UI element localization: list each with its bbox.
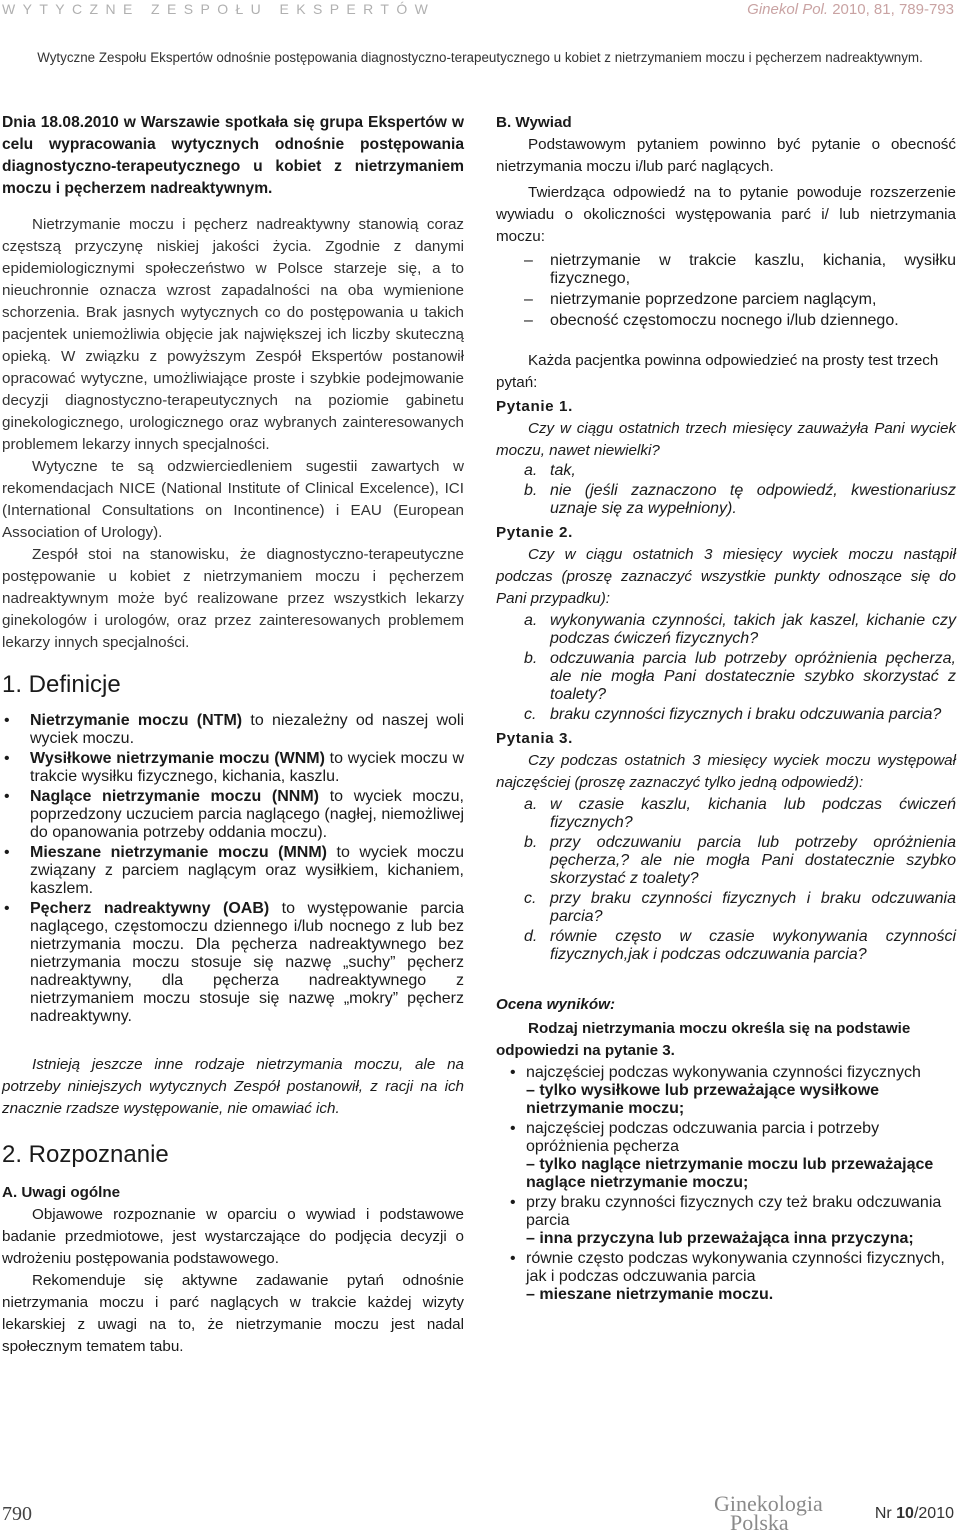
right-column [496,112,956,1304]
running-header-citation [747,1,954,18]
definition-text: to wyciek moczu w trakcie wysiłku fizycznego, kichania, kaszlu. [30,750,464,785]
definition-term: Mieszane nietrzymanie moczu (MNM) [30,844,328,861]
option-letter: d. [524,928,538,945]
option-text: braku czynności fizycznych i braku odczuwania parcia? [550,706,942,723]
answer-option [496,462,956,480]
definition-term: Nietrzymanie moczu (NTM) [30,712,243,729]
option-letter: a. [524,796,538,813]
italic-note: Istnieją jeszcze inne rodzaje nietrzymania moczu, ale na potrzeby niniejszych wytycznych Zespół postanowił, z racji na ich znacznie rzadsze występowanie, nie omawiać ich. [2,1056,464,1117]
answer-option [496,612,956,648]
definition-item [2,788,464,842]
article-subtitle: Wytyczne Zespołu Ekspertów odnośnie postępowania diagnostyczno-terapeutycznego u kobiet z nietrzymaniem moczu i pęcherzem nadreaktywnym. [37,50,923,65]
definition-item [2,900,464,1026]
answer-option [496,796,956,832]
result-condition: • równie często podczas wykonywania czynności fizycznych, jak i podczas odczuwania parcia [526,1250,945,1285]
answer-option [496,706,956,724]
issue-prefix: Nr [874,1505,897,1522]
definition-term: Pęcherz nadreaktywny (OAB) [30,900,270,917]
result-type: – tylko wysiłkowe lub przeważające wysiłkowe nietrzymanie moczu; [526,1082,880,1117]
option-letter: a. [524,612,538,629]
section-heading-diagnosis: 2. Rozpoznanie [2,1141,169,1168]
option-text: nie (jeśli zaznaczono tę odpowiedź, kwestionariusz uznaje się za wypełniony). [550,482,956,517]
answer-option [496,834,956,888]
history-paragraph-1: Podstawowym pytaniem powinno być pytanie o obecność nietrzymania moczu i/lub parć naglących. [496,136,956,175]
result-type: – inna przyczyna lub przeważająca inna przyczyna; [526,1230,914,1247]
intro-paragraph-1: Nietrzymanie moczu i pęcherz nadreaktywny stanowią coraz częstszą przyczynę niskiej jakości życia. Zgodnie z danymi epidemiologicznymi społeczeństwo w Polsce starzeje się, a to nieuchronnie oznacza wzrost zapadalności na oba wymienione schorzenia. Brak jasnych wytycznych co do postępowania u takich pacjentek uniemożliwia objęcie jak największej ich liczby skuteczną opieką. W związku z powyższym Zespół Ekspertów postanowił opracować wytyczne, umożliwiające proste i szybkie podejmowanie decyzji diagnostyczno-terapeutycznych na poziomie gabinetu ginekologicznego, urologicznego oraz wybranych zainteresowanych problemem lekarzy innych specjalności. [2,216,464,453]
answer-option [496,890,956,926]
option-text: równie często w czasie wykonywania czynności fizycznych,jak i podczas odczuwania parcia? [550,928,956,963]
definition-item [2,750,464,786]
definition-text: to wyciek moczu, poprzedzony uczuciem parcia naglącego (nagłej, niemożliwej do opanowania potrzeby oddania moczu). [30,788,465,841]
option-text: wykonywania czynności, takich jak kaszel, kichanie czy podczas ćwiczeń fizycznych? [550,612,956,647]
section-heading-definitions: 1. Definicje [2,671,121,698]
intro-paragraph-3: Zespół stoi na stanowisku, że diagnostyczno-terapeutyczne postępowanie u kobiet z nietrzymaniem moczu i pęcherzem nadreaktywnym może być realizowane przez wszystkich lekarzy ginekologów i urologów, oraz przez zainteresowanych problemem lekarzy innych specjalności. [2,546,464,651]
option-letter: c. [524,706,537,723]
circumstance-item: – obecność częstomoczu nocnego i/lub dziennego. [496,312,956,330]
result-condition: • najczęściej podczas wykonywania czynności fizycznych [526,1064,921,1081]
question-2-text: Czy w ciągu ostatnich 3 miesięcy wyciek moczu nastąpił podczas (proszę zaznaczyć wszystkie punkty odnoszące się do Pani przypadku): [496,546,956,607]
issue-number [875,1505,954,1523]
answer-option [496,482,956,518]
question-1-heading: Pytanie 1. [496,398,573,415]
option-letter: b. [524,834,538,851]
left-column [2,112,464,1358]
question-3-heading: Pytania 3. [496,730,573,747]
circumstance-item: – nietrzymanie poprzedzone parciem naglącym, [496,291,956,309]
issue-no: 10 [896,1505,914,1522]
result-condition: • przy braku czynności fizycznych czy też braku odczuwania parcia [526,1194,942,1229]
definition-term: Naglące nietrzymanie moczu (NNM) [30,788,320,805]
journal-name: Ginekol Pol. [747,1,829,18]
definition-term: Wysiłkowe nietrzymanie moczu (WNM) [30,750,325,767]
definition-item [2,844,464,898]
answer-option [496,650,956,704]
option-text: tak, [550,462,576,479]
result-condition: • najczęściej podczas odczuwania parcia i potrzeby opróżnienia pęcherza [526,1120,880,1155]
issue-year: /2010 [913,1505,954,1522]
question-1-text: Czy w ciągu ostatnich trzech miesięcy zauważyła Pani wyciek moczu, nawet niewielki? [496,420,956,459]
question-3-text: Czy podczas ostatnich 3 miesięcy wyciek moczu występował najczęściej (proszę zaznaczyć tylko jedną odpowiedź): [496,752,956,791]
option-text: przy odczuwaniu parcia lub potrzeby opróżnienia pęcherza,? ale nie mogła Pani dostatecznie szybko skorzystać z toalety? [550,834,956,887]
option-text: w czasie kaszlu, kichania lub podczas ćwiczeń fizycznych? [550,796,956,831]
running-header-section: WYTYCZNE ZESPOŁU EKSPERTÓW [2,1,436,17]
intro-paragraph-2: Wytyczne te są odzwierciedleniem sugestii zawartych w rekomendacjach NICE (National Institute of Clinical Excelence), ICI (International Consultations on Incontinence) i EAU (European Association of Urology). [2,458,464,541]
logo-line-2: Polska [730,1510,789,1533]
general-paragraph-1: Objawowe rozpoznanie w oparciu o wywiad i podstawowe badanie przedmiotowe, jest wystarczające do podjęcia decyzji o wdrożeniu postępowania podstawowego. [2,1206,464,1267]
definition-item [2,712,464,748]
logo-line-1: Ginekologia [714,1491,823,1516]
circumstance-item: – nietrzymanie w trakcie kaszlu, kichania, wysiłku fizycznego, [496,252,956,288]
general-paragraph-2: Rekomenduje się aktywne zadawanie pytań odnośnie nietrzymania moczu i parć naglących w trakcie każdej wizyty lekarskiej z uwagi na to, że nietrzymanie moczu jest nadal społecznym tematem tabu. [2,1272,464,1355]
results-heading: Ocena wyników: [496,996,616,1013]
definition-text: to występowanie parcia naglącego, częstomoczu dziennego i/lub nocnego z lub bez nietrzymania moczu. Dla pęcherza nadreaktywnego bez nietrzymania moczu stosuje się nazwę „suchy” pęcherz nadreaktywny, dla pęcherza nadreaktywnego z nietrzymaniem moczu stosuje się nazwę „mokry” pęcherz nadreaktywny. [30,900,464,1025]
option-letter: b. [524,482,538,499]
option-letter: c. [524,890,537,907]
answer-option [496,928,956,964]
page-number: 790 [2,1503,32,1525]
option-text: odczuwania parcia lub potrzeby opróżnienia pęcherza, ale nie mogła Pani dostatecznie szybko skorzystać z toalety? [550,650,956,703]
test-intro: Każda pacjentka powinna odpowiedzieć na prosty test trzech pytań: [496,352,939,391]
subsection-heading-history: B. Wywiad [496,114,572,131]
lead-paragraph: Dnia 18.08.2010 w Warszawie spotkała się grupa Ekspertów w celu wypracowania wytycznych odnośnie postępowania diagnostyczno-terapeutycznego u kobiet z nietrzymaniem moczu i pęcherzem nadreaktywnym. [2,114,464,197]
question-2-heading: Pytanie 2. [496,524,573,541]
history-paragraph-2: Twierdząca odpowiedź na to pytanie powoduje rozszerzenie wywiadu o okoliczności występowania parć i/ lub nietrzymania moczu: [496,184,956,245]
subsection-heading-general: A. Uwagi ogólne [2,1184,121,1201]
result-item [496,1064,956,1118]
result-type: – tylko naglące nietrzymanie moczu lub przeważające naglące nietrzymanie moczu; [526,1156,934,1191]
definition-text: to niezależny od naszej woli wyciek moczu. [30,712,465,747]
result-type: – mieszane nietrzymanie moczu. [526,1286,774,1303]
citation: 2010, 81, 789-793 [828,1,954,18]
option-text: przy braku czynności fizycznych i braku odczuwania parcia? [550,890,956,925]
result-item [496,1120,956,1192]
definition-text: to wyciek moczu związany z parciem naglącym oraz wysiłkiem, kichaniem, kaszlem. [30,844,465,897]
results-lead: Rodzaj nietrzymania moczu określa się na podstawie odpowiedzi na pytanie 3. [496,1020,911,1059]
option-letter: a. [524,462,538,479]
option-letter: b. [524,650,538,667]
result-item [496,1250,956,1304]
journal-logo [714,1491,823,1533]
result-item [496,1194,956,1248]
